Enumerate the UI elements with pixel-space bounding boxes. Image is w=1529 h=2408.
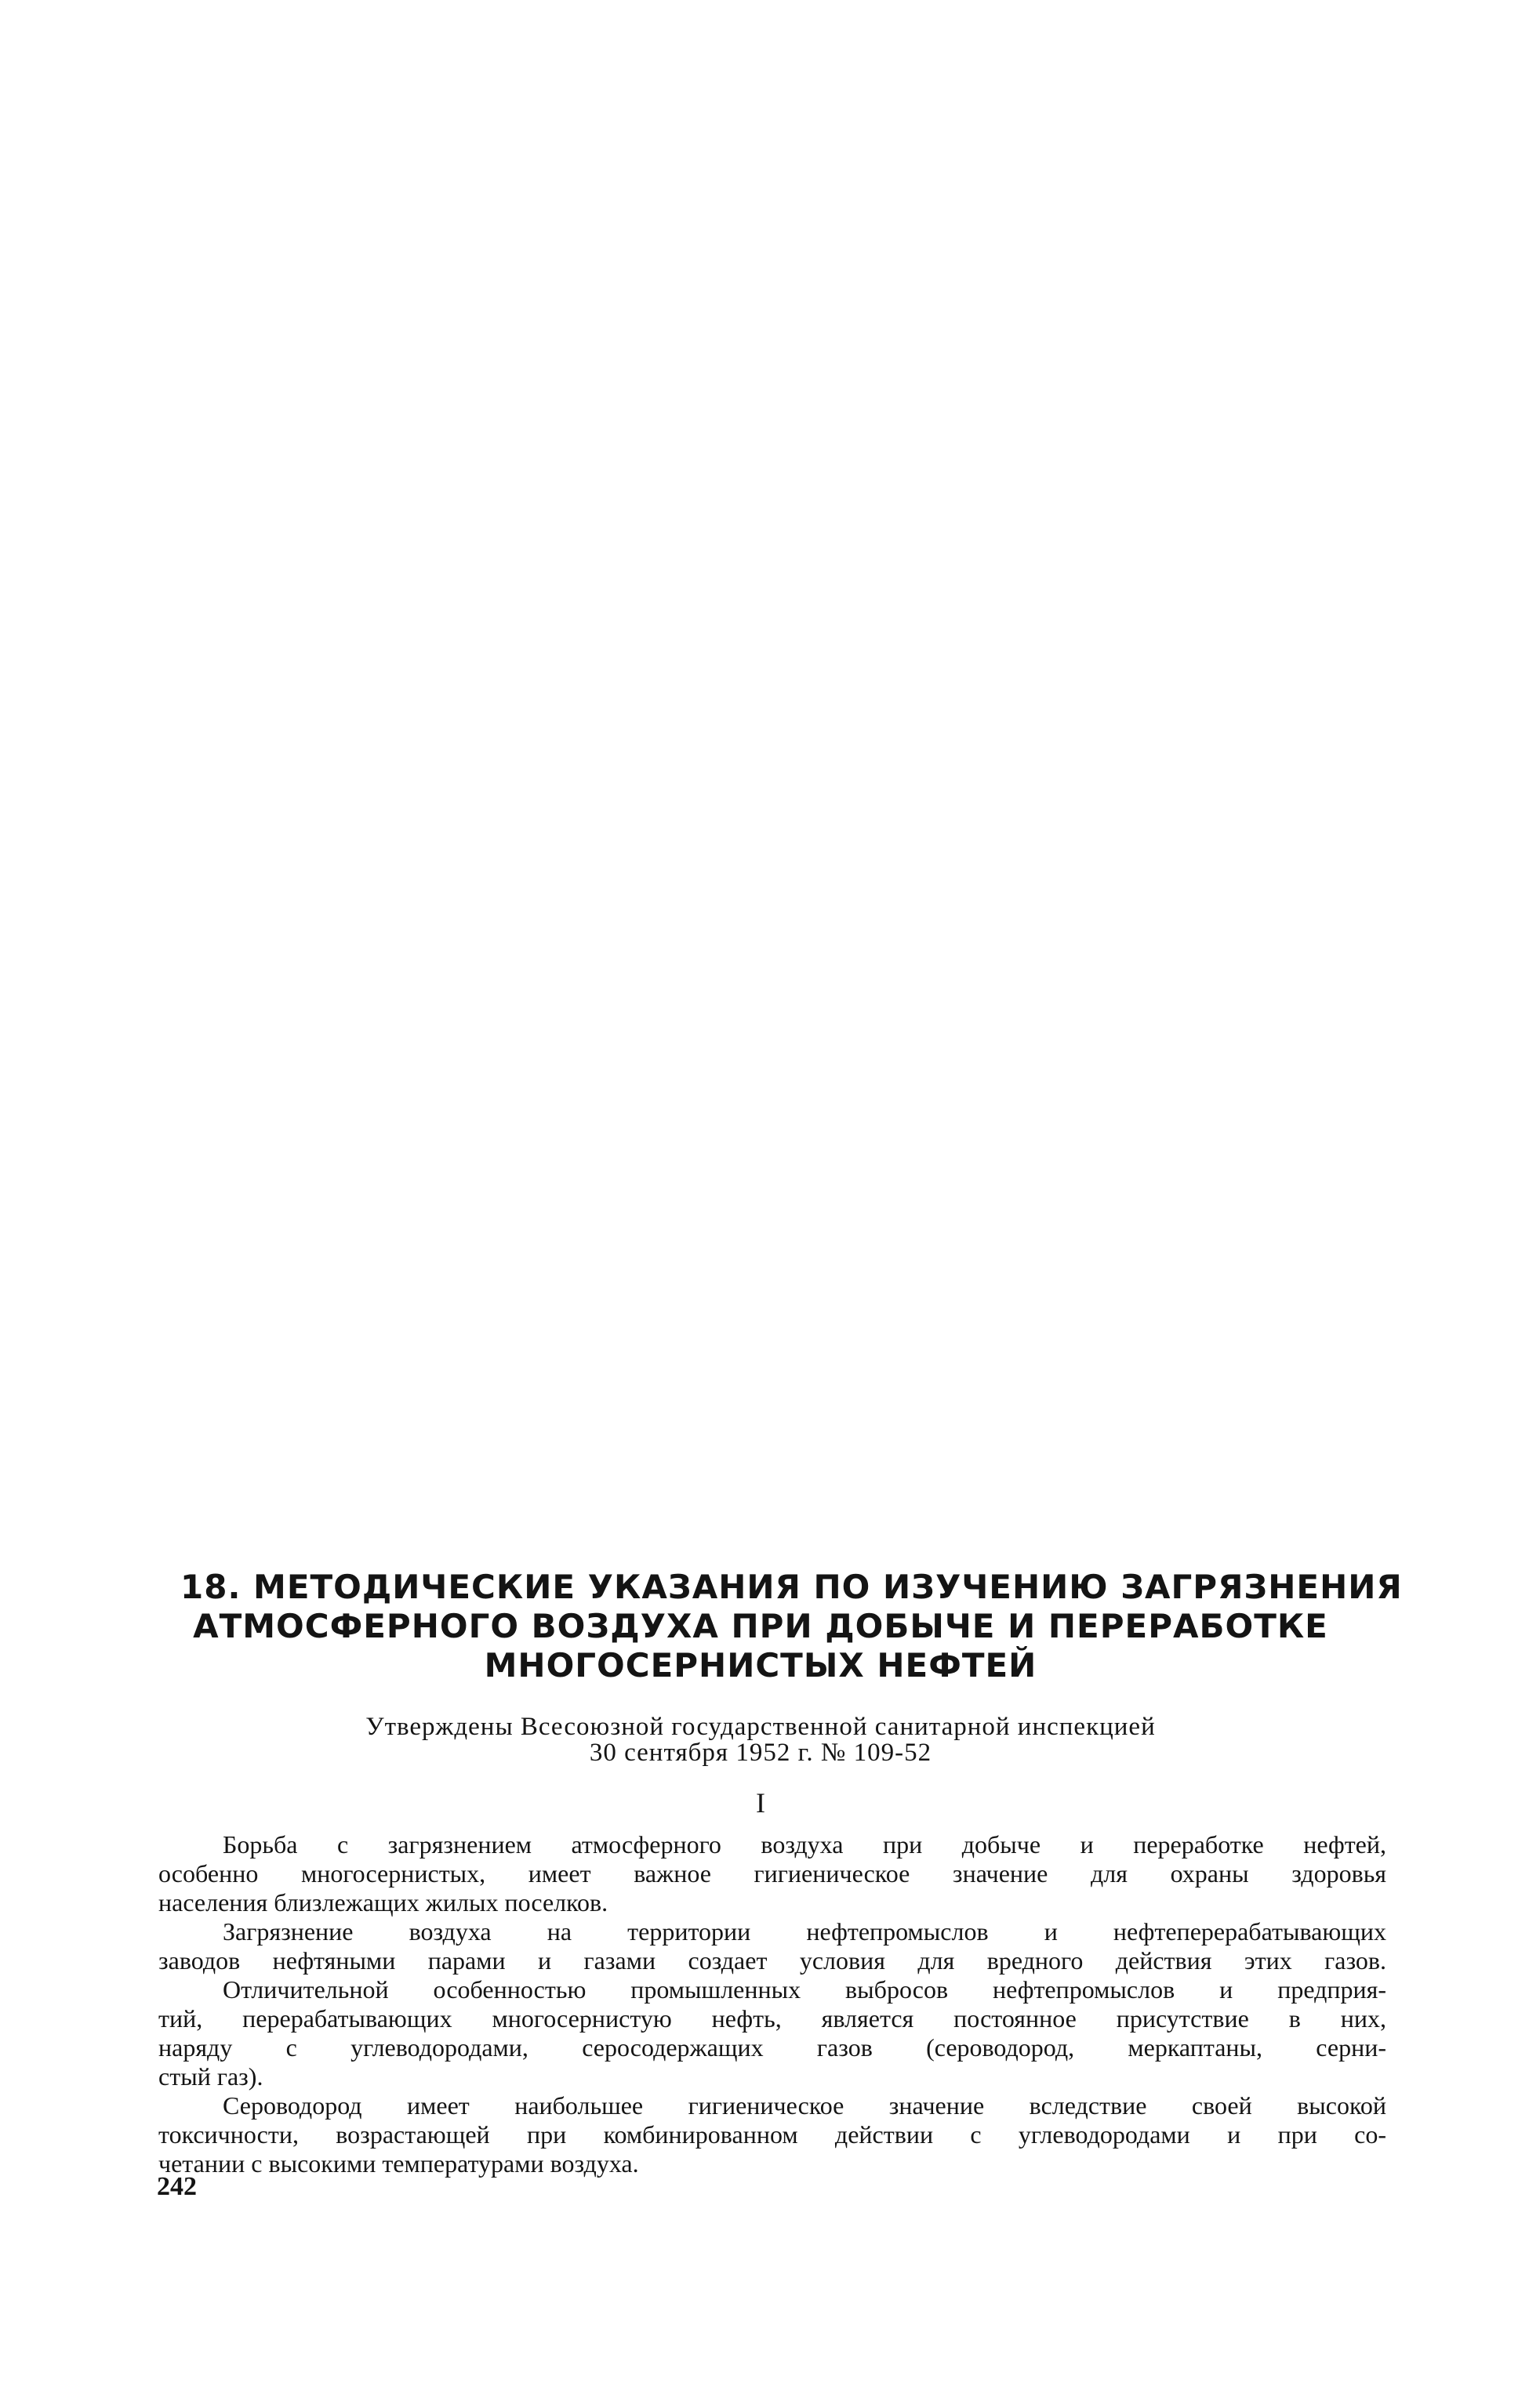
approval-line: 30 сентября 1952 г. № 109-52 <box>589 1739 932 1767</box>
page-number: 242 <box>157 2172 197 2201</box>
body-text <box>158 1830 1386 2178</box>
paragraph-line: Отличительной особенностью промышленных выбросов нефтепромыслов и предприя- <box>223 1975 1386 2004</box>
section-number: I <box>756 1787 765 1819</box>
paragraph-line: тий, перерабатывающих многосернистую нефть, является постоянное присутствие в них, <box>158 2004 1386 2033</box>
paragraph-line: токсичности, возрастающей при комбинированном действии с углеводородами и при со- <box>158 2120 1386 2149</box>
paragraph-line: Сероводород имеет наибольшее гигиеническое значение вследствие своей высокой <box>223 2091 1386 2120</box>
approval-line: Утверждены Всесоюзной государственной санитарной инспекцией <box>365 1713 1156 1741</box>
paragraph-line: особенно многосернистых, имеет важное гигиеническое значение для охраны здоровья <box>158 1859 1386 1888</box>
paragraph-line: наряду с углеводородами, серосодержащих газов (сероводород, меркаптаны, серни- <box>158 2033 1386 2062</box>
heading-line: МНОГОСЕРНИСТЫХ НЕФТЕЙ <box>484 1646 1037 1685</box>
article-heading <box>180 1568 1403 1685</box>
paragraph-line: Загрязнение воздуха на территории нефтепромыслов и нефтеперерабатывающих <box>223 1917 1386 1946</box>
approval-note <box>180 1714 1341 1766</box>
heading-line: 18. МЕТОДИЧЕСКИЕ УКАЗАНИЯ ПО ИЗУЧЕНИЮ ЗАГРЯЗНЕНИЯ <box>180 1568 1403 1606</box>
heading-line: АТМОСФЕРНОГО ВОЗДУХА ПРИ ДОБЫЧЕ И ПЕРЕРАБОТКЕ <box>193 1607 1328 1645</box>
paragraph-line: стый газ). <box>158 2062 263 2091</box>
paragraph-line: четании с высокими температурами воздуха. <box>158 2149 639 2178</box>
paragraph-line: населения близлежащих жилых поселков. <box>158 1888 608 1917</box>
paragraph-line: Борьба с загрязнением атмосферного воздуха при добыче и переработке нефтей, <box>223 1830 1386 1859</box>
paragraph-line: заводов нефтяными парами и газами создает условия для вредного действия этих газов. <box>158 1946 1386 1975</box>
